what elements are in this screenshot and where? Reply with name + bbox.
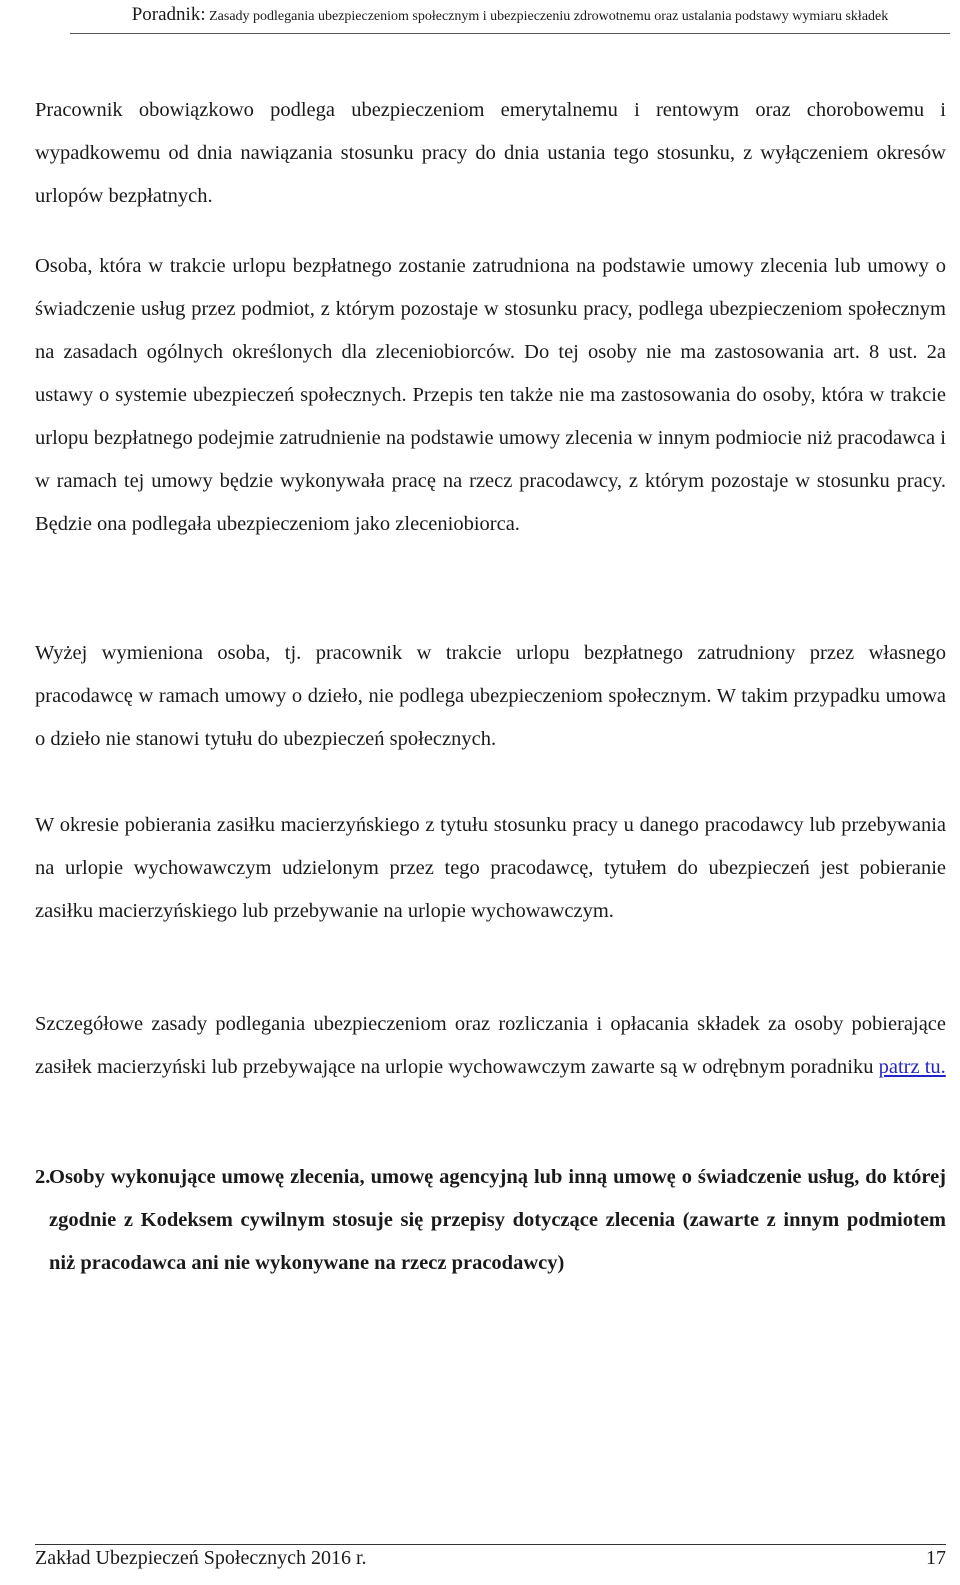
paragraph-employee-insurance: Pracownik obowiązkowo podlega ubezpieczeniom emerytalnemu i rentowym oraz chorobowemu i wypadkowemu od dnia nawiązania stosunku pracy do dnia ustania tego stosunku, z wyłączeniem okresów urlopów bezpłatnych. — [35, 99, 946, 207]
paragraph-contract-for-work: Wyżej wymieniona osoba, tj. pracownik w trakcie urlopu bezpłatnego zatrudniony przez własnego pracodawcę w ramach umowy o dzieło, nie podlega ubezpieczeniom społecznym. W takim przypadku umowa o dzieło nie stanowi tytułu do ubezpieczeń społecznych. — [35, 642, 946, 750]
page-number: 17 — [926, 1547, 946, 1569]
paragraph-details-reference — [35, 1003, 946, 1089]
header-title: Zasady podlegania ubezpieczeniom społecznym i ubezpieczeniu zdrowotnemu oraz ustalania podstawy wymiaru składek — [205, 9, 889, 24]
section-title: Osoby wykonujące umowę zlecenia, umowę agencyjną lub inną umowę o świadczenie usług, do której zgodnie z Kodeksem cywilnym stosuje się przepisy dotyczące zlecenia (zawarte z innym podmiotem niż pracodawca ani nie wykonywane na rzecz pracodawcy) — [49, 1166, 946, 1274]
guide-link[interactable]: patrz tu. — [878, 1056, 946, 1078]
paragraph-maternity-allowance: W okresie pobierania zasiłku macierzyńskiego z tytułu stosunku pracy u danego pracodawcy lub przebywania na urlopie wychowawczym udzielonym przez tego pracodawcę, tytułem do ubezpieczeń jest pobieranie zasiłku macierzyńskiego lub przebywanie na urlopie wychowawczym. — [35, 814, 946, 922]
paragraph-unpaid-leave-contract: Osoba, która w trakcie urlopu bezpłatnego zostanie zatrudniona na podstawie umowy zlecenia lub umowy o świadczenie usług przez podmiot, z którym pozostaje w stosunku pracy, podlega ubezpieczeniom społecznym na zasadach ogólnych określonych dla zleceniobiorców. Do tej osoby nie ma zastosowania art. 8 ust. 2a ustawy o systemie ubezpieczeń społecznych. Przepis ten także nie ma zastosowania do osoby, która w trakcie urlopu bezpłatnego podejmie zatrudnienie na podstawie umowy zlecenia w innym podmiocie niż pracodawca i w ramach tej umowy będzie wykonywała pracę na rzecz pracodawcy, z którym pozostaje w stosunku pracy. Będzie ona podlegała ubezpieczeniom jako zleceniobiorca. — [35, 255, 946, 535]
running-header — [70, 4, 950, 26]
header-divider — [70, 33, 950, 34]
footer-publisher: Zakład Ubezpieczeń Społecznych 2016 r. — [35, 1547, 367, 1569]
header-prefix: Poradnik: — [131, 4, 206, 25]
details-text: Szczegółowe zasady podlegania ubezpieczeniom oraz rozliczania i opłacania składek za osoby pobierające zasiłek macierzyński lub przebywające na urlopie wychowawczym zawarte są w odrębnym poradniku — [35, 1013, 946, 1078]
section-number: 2. — [35, 1166, 51, 1188]
